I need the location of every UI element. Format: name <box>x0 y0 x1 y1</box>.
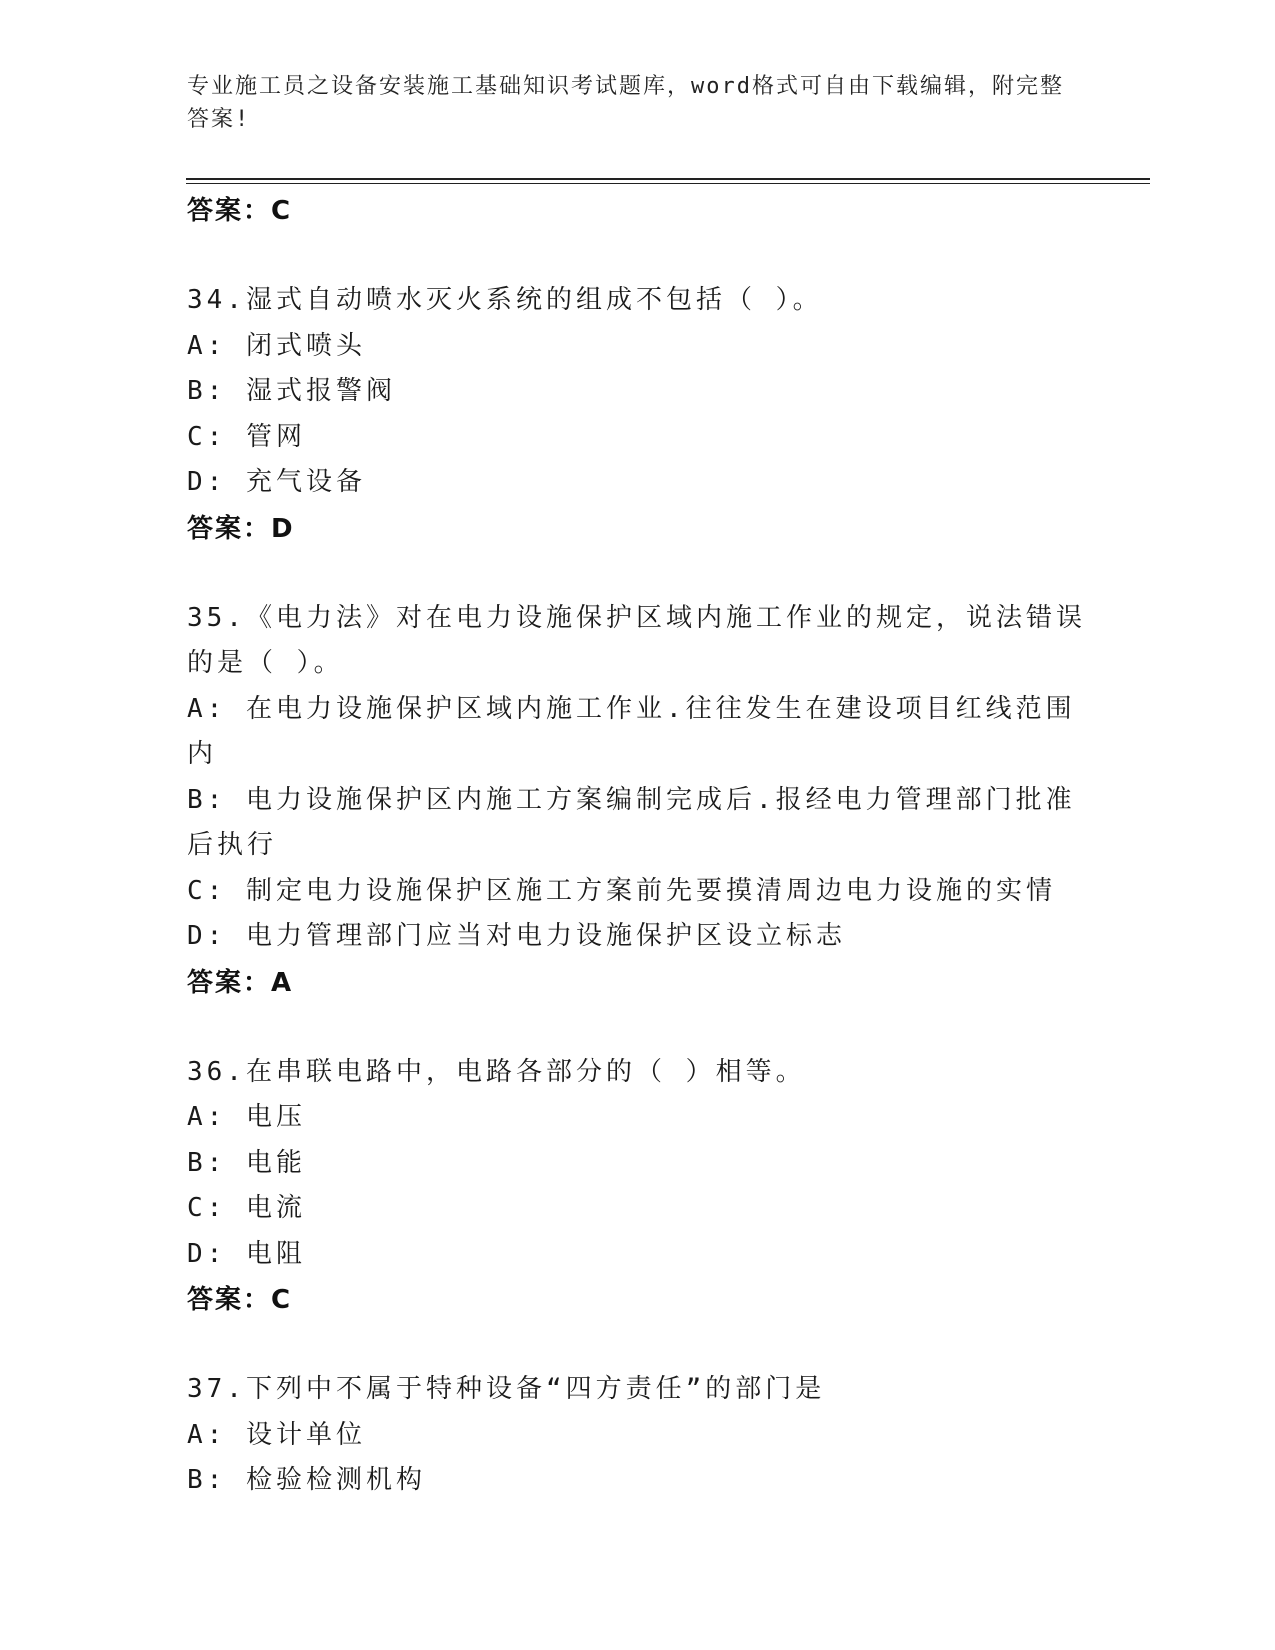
question-36 <box>187 1050 1087 1324</box>
question-stem: 36.在串联电路中，电路各部分的（ ）相等。 <box>187 1056 806 1087</box>
option-a: A: 设计单位 <box>187 1419 366 1450</box>
option-c: C: 管网 <box>187 421 306 452</box>
question-stem: 34.湿式自动喷水灭火系统的组成不包括（ ）。 <box>187 285 823 315</box>
option-a: A: 闭式喷头 <box>187 330 366 361</box>
header-divider <box>186 178 1150 180</box>
answer-line: 答案：C <box>187 1285 293 1315</box>
option-c: C: 制定电力设施保护区施工方案前先要摸清周边电力设施的实情 <box>187 875 1056 906</box>
question-list <box>187 188 1087 1504</box>
option-d: D: 电力管理部门应当对电力设施保护区设立标志 <box>187 921 846 951</box>
option-d: D: 充气设备 <box>187 467 366 497</box>
question-37 <box>187 1367 1087 1504</box>
option-a: A: 电压 <box>187 1102 306 1132</box>
option-b: B: 电力设施保护区内施工方案编制完成后.报经电力管理部门批准后执行 <box>187 784 1076 860</box>
question-34 <box>187 278 1087 552</box>
answer-line: 答案：A <box>187 967 294 998</box>
answer-line: 答案：D <box>187 513 295 544</box>
question-stem: 37.下列中不属于特种设备“四方责任”的部门是 <box>187 1374 826 1404</box>
option-d: D: 电阻 <box>187 1238 306 1269</box>
option-b: B: 湿式报警阀 <box>187 376 396 406</box>
option-a: A: 在电力设施保护区域内施工作业.往往发生在建设项目红线范围内 <box>187 693 1076 769</box>
option-b: B: 检验检测机构 <box>187 1465 426 1495</box>
option-c: C: 电流 <box>187 1193 306 1223</box>
page-header-title: 专业施工员之设备安装施工基础知识考试题库，word格式可自由下载编辑，附完整答案! <box>187 74 1064 132</box>
header-divider-thin <box>186 183 1150 184</box>
question-35 <box>187 596 1087 1006</box>
question-stem: 35.《电力法》对在电力设施保护区域内施工作业的规定，说法错误的是（ ）。 <box>187 602 1086 678</box>
answer-line: 答案：C <box>187 196 293 226</box>
option-b: B: 电能 <box>187 1147 306 1178</box>
